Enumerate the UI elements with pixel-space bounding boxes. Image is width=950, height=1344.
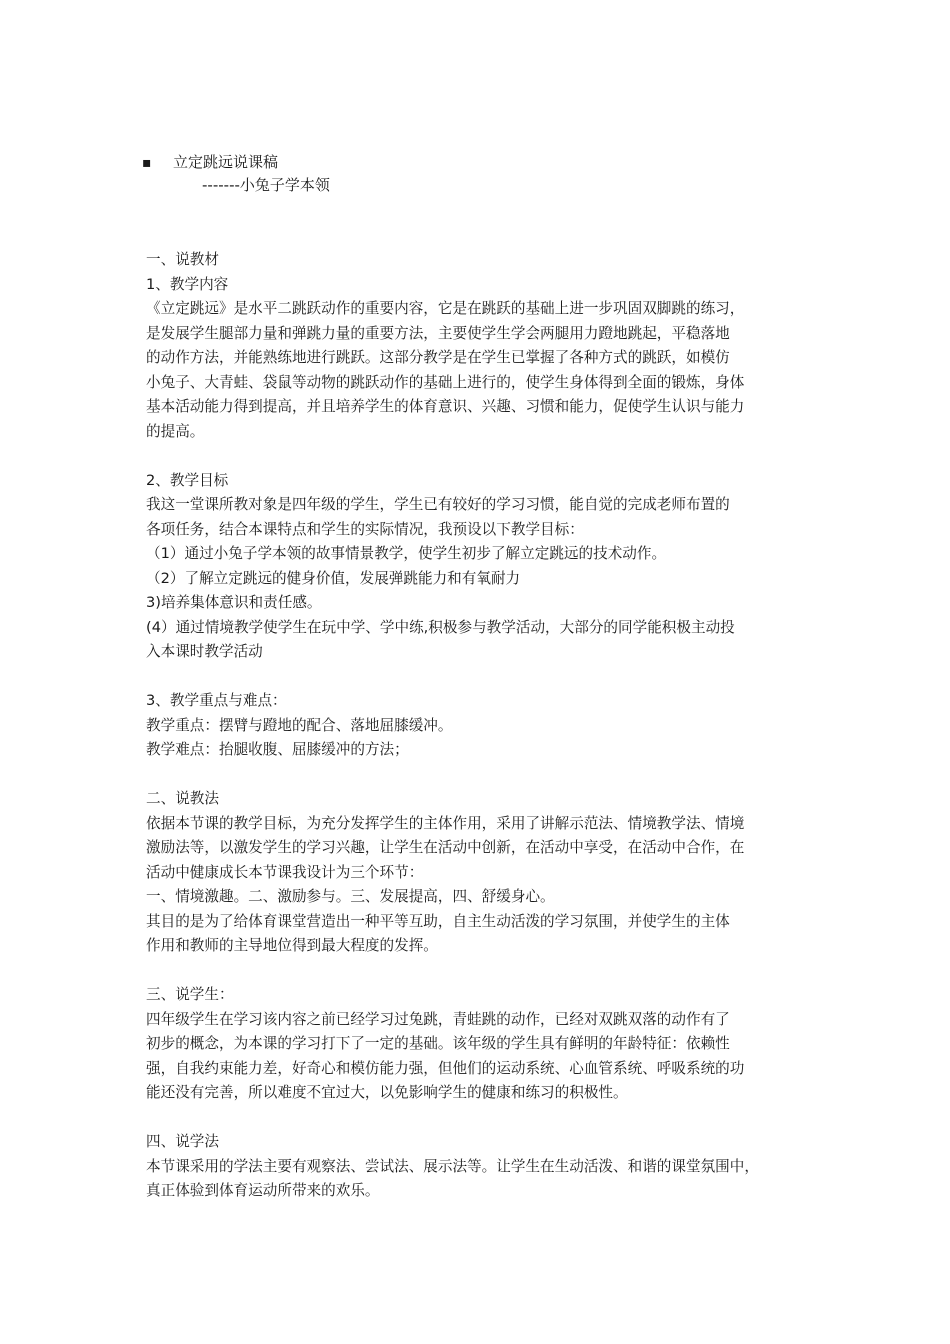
text-line: 的动作方法，并能熟练地进行跳跃。这部分教学是在学生已掌握了各种方式的跳跃，如模仿 [146,349,730,366]
text-line: 激励法等，以激发学生的学习兴趣，让学生在活动中创新，在活动中享受，在活动中合作，在 [146,839,745,856]
section-heading: 四、说学法 [146,1133,219,1150]
text-line: 1、教学内容 [146,275,229,293]
text-line: 四年级学生在学习该内容之前已经学习过兔跳，青蛙跳的动作，已经对双跳双落的动作有了 [146,1010,730,1028]
section-heading: 一、说教材 [146,251,219,268]
text-line: 我这一堂课所教对象是四年级的学生，学生已有较好的学习习惯，能自觉的完成老师布置的 [146,496,730,513]
text-line: 初步的概念，为本课的学习打下了一定的基础。该年级的学生具有鲜明的年龄特征：依赖性 [146,1035,730,1052]
section-heading: 3、教学重点与难点： [146,692,287,709]
section-2 [146,469,818,665]
text-line: (4）通过情境教学使学生在玩中学、学中练,积极参与教学活动，大部分的同学能积极主动投 [146,618,735,636]
bullet-icon: ▪ [142,155,152,171]
text-line: 一、情境激趣。二、激励参与。三、发展提高，四、舒缓身心。 [146,888,555,905]
text-line: 《立定跳远》是水平二跳跃动作的重要内容，它是在跳跃的基础上进一步巩固双脚跳的练习， [146,300,745,317]
text-line: 小兔子、大青蛙、袋鼠等动物的跳跃动作的基础上进行的，使学生身体得到全面的锻炼，身体 [146,373,745,391]
text-line: （1）通过小兔子学本领的故事情景教学，使学生初步了解立定跳远的技术动作。 [146,545,667,562]
text-line: （2）了解立定跳远的健身价值，发展弹跳能力和有氧耐力 [146,569,521,587]
section-heading: 三、说学生： [146,986,234,1003]
section-1 [146,248,818,444]
section-heading: 2、教学目标 [146,471,229,489]
text-line: 其目的是为了给体育课堂营造出一种平等互助，自主生动活泼的学习氛围，并使学生的主体 [146,912,730,930]
text-line: 各项任务，结合本课特点和学生的实际情况，我预设以下教学目标： [146,520,584,538]
section-4 [146,787,818,959]
paragraph-gap [146,1106,818,1131]
section-5 [146,983,818,1106]
text-line: 基本活动能力得到提高，并且培养学生的体育意识、兴趣、习惯和能力，促使学生认识与能力 [146,398,745,415]
text-line: 是发展学生腿部力量和弹跳力量的重要方法，主要使学生学会两腿用力蹬地跳起，平稳落地 [146,324,730,342]
text-line: 能还没有完善，所以难度不宜过大，以免影响学生的健康和练习的积极性。 [146,1084,628,1101]
text-line: 教学难点：抬腿收腹、屈膝缓冲的方法； [146,741,409,758]
paragraph-gap [146,959,818,984]
text-line: 强，自我约束能力差，好奇心和模仿能力强，但他们的运动系统、心血管系统、呼吸系统的功 [146,1059,745,1077]
document-title-row [142,152,278,173]
section-6 [146,1130,818,1204]
document-title: 立定跳远说课稿 [173,153,279,171]
paragraph-gap [146,444,818,469]
document-body [146,248,818,1204]
text-line: 入本课时教学活动 [146,643,263,660]
text-line: 依据本节课的教学目标，为充分发挥学生的主体作用，采用了讲解示范法、情境教学法、情境 [146,814,745,832]
text-line: 3)培养集体意识和责任感。 [146,594,322,611]
text-line: 活动中健康成长本节课我设计为三个环节： [146,863,424,881]
text-line: 教学重点：摆臂与蹬地的配合、落地屈膝缓冲。 [146,716,453,734]
text-line: 的提高。 [146,422,205,440]
section-heading: 二、说教法 [146,790,219,807]
section-3 [146,689,818,763]
text-line: 作用和教师的主导地位得到最大程度的发挥。 [146,937,438,954]
paragraph-gap [146,665,818,690]
text-line: 真正体验到体育运动所带来的欢乐。 [146,1182,380,1199]
paragraph-gap [146,763,818,788]
text-line: 本节课采用的学法主要有观察法、尝试法、展示法等。让学生在生动活泼、和谐的课堂氛围中， [146,1157,759,1175]
document-subtitle: -------小兔子学本领 [202,176,330,194]
